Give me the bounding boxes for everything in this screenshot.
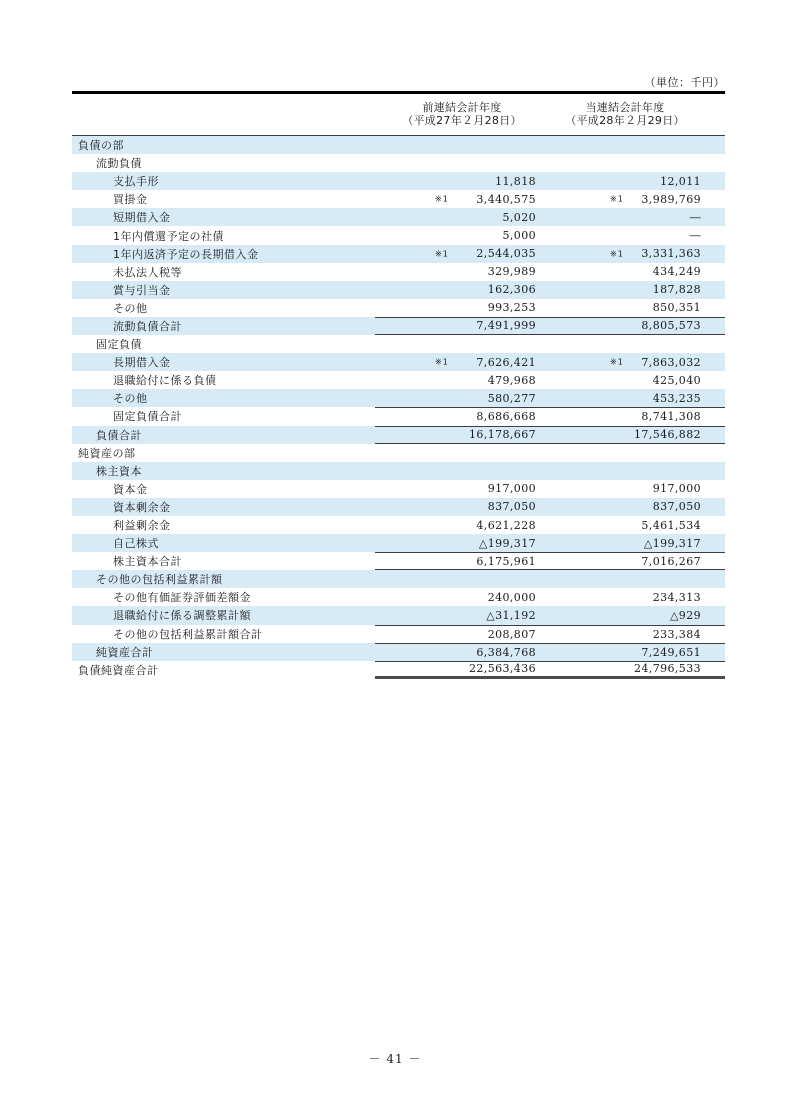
current-fy-value-cell xyxy=(550,480,725,498)
previous-fy-value-cell xyxy=(375,371,550,389)
previous-fy-value-cell xyxy=(375,498,550,516)
current-fy-value: 425,040 xyxy=(652,373,701,387)
row-label: 支払手形 xyxy=(113,175,159,189)
previous-fy-value-cell xyxy=(375,427,550,443)
table-row xyxy=(72,208,725,226)
table-row xyxy=(72,389,725,407)
footnote-marker: ※1 xyxy=(435,249,449,259)
previous-fy-value: 993,253 xyxy=(487,301,536,315)
previous-fy-value: 2,544,035 xyxy=(476,247,536,261)
table-row xyxy=(72,317,725,335)
previous-fy-value-cell xyxy=(375,208,550,226)
previous-fy-value: 837,050 xyxy=(487,500,536,514)
current-fy-value-cell xyxy=(550,245,725,263)
row-values xyxy=(375,426,725,444)
row-values xyxy=(375,498,725,516)
current-fy-value-cell xyxy=(550,281,725,299)
previous-fy-value-cell xyxy=(375,154,550,172)
row-label: 資本金 xyxy=(113,482,148,496)
row-values xyxy=(375,462,725,480)
previous-fy-value: 580,277 xyxy=(487,391,536,405)
previous-fy-value: 11,818 xyxy=(495,174,536,188)
previous-fy-value-cell xyxy=(375,462,550,480)
current-fy-value-cell xyxy=(550,644,725,661)
table-row xyxy=(72,281,725,299)
current-fy-value-cell xyxy=(550,335,725,353)
current-fy-value-cell xyxy=(550,588,725,606)
current-fy-value: ― xyxy=(689,229,701,243)
previous-fy-value-cell xyxy=(375,281,550,299)
previous-fy-value-cell xyxy=(375,626,550,643)
row-values xyxy=(375,480,725,498)
table-row xyxy=(72,625,725,643)
previous-fy-value: 329,989 xyxy=(487,265,536,279)
table-row xyxy=(72,353,725,371)
previous-fy-value: 8,686,668 xyxy=(476,410,536,424)
table-row xyxy=(72,588,725,606)
table-header xyxy=(72,94,725,136)
current-fy-value-cell xyxy=(550,626,725,643)
row-label: 負債純資産合計 xyxy=(78,663,159,677)
table-row xyxy=(72,498,725,516)
current-fy-value: 8,805,573 xyxy=(641,319,701,333)
row-label: 固定負債 xyxy=(96,338,142,352)
current-fy-value: △199,317 xyxy=(643,536,701,550)
current-fy-value-cell xyxy=(550,662,725,676)
previous-fy-value-cell xyxy=(375,606,550,624)
table-row xyxy=(72,299,725,317)
row-label: 賞与引当金 xyxy=(113,283,171,297)
table-row xyxy=(72,335,725,353)
previous-fy-value-cell xyxy=(375,408,550,425)
current-fy-value-cell xyxy=(550,534,725,552)
current-fy-value-cell xyxy=(550,226,725,244)
row-label: 純資産の部 xyxy=(78,446,136,460)
current-fy-value: 3,331,363 xyxy=(641,247,701,261)
row-values xyxy=(375,389,725,407)
current-fy-value-cell xyxy=(550,136,725,154)
footnote-marker: ※1 xyxy=(610,194,624,204)
table-row xyxy=(72,534,725,552)
row-values xyxy=(375,552,725,570)
previous-fy-value: 5,000 xyxy=(502,229,536,243)
current-fy-value-cell xyxy=(550,190,725,208)
previous-fy-value: 5,020 xyxy=(502,210,536,224)
row-label: 1年内償還予定の社債 xyxy=(113,229,224,243)
current-fy-value: 24,796,533 xyxy=(634,662,701,676)
current-fy-value-cell xyxy=(550,263,725,281)
current-fy-value-cell xyxy=(550,389,725,407)
row-label: その他有価証券評価差額金 xyxy=(113,591,251,605)
current-fy-value: 434,249 xyxy=(652,265,701,279)
table-row xyxy=(72,462,725,480)
row-label: 株主資本合計 xyxy=(113,555,182,569)
footnote-marker: ※1 xyxy=(610,357,624,367)
row-values xyxy=(375,588,725,606)
previous-fy-value: 4,621,228 xyxy=(476,518,536,532)
table-row xyxy=(72,643,725,661)
row-values xyxy=(375,335,725,353)
current-fy-value: 17,546,882 xyxy=(634,428,701,442)
previous-fy-value-cell xyxy=(375,353,550,371)
previous-fy-value: 6,175,961 xyxy=(476,554,536,568)
current-fy-value: 453,235 xyxy=(652,391,701,405)
previous-fy-value-cell xyxy=(375,516,550,534)
row-label: 負債の部 xyxy=(78,139,124,153)
row-values xyxy=(375,245,725,263)
previous-fy-value: 162,306 xyxy=(487,283,536,297)
row-label: 1年内返済予定の長期借入金 xyxy=(113,247,259,261)
column-header-current-fy-title: 当連結会計年度 xyxy=(585,101,665,114)
previous-fy-value-cell xyxy=(375,570,550,588)
previous-fy-value-cell xyxy=(375,444,550,462)
previous-fy-value-cell xyxy=(375,226,550,244)
current-fy-value: 187,828 xyxy=(652,283,701,297)
column-header-previous-fy-date: （平成27年２月28日） xyxy=(402,114,522,127)
previous-fy-value-cell xyxy=(375,172,550,190)
current-fy-value-cell xyxy=(550,570,725,588)
row-label: 流動負債 xyxy=(96,157,142,171)
current-fy-value-cell xyxy=(550,427,725,443)
table-row xyxy=(72,570,725,588)
previous-fy-value: 7,626,421 xyxy=(476,355,536,369)
previous-fy-value: 6,384,768 xyxy=(476,645,536,659)
table-row xyxy=(72,480,725,498)
row-label: 長期借入金 xyxy=(113,356,171,370)
table-row xyxy=(72,172,725,190)
current-fy-value: 7,249,651 xyxy=(641,645,701,659)
previous-fy-value-cell xyxy=(375,299,550,317)
current-fy-value-cell xyxy=(550,318,725,334)
previous-fy-value-cell xyxy=(375,553,550,569)
previous-fy-value-cell xyxy=(375,263,550,281)
current-fy-value: 233,384 xyxy=(652,627,701,641)
current-fy-value: 7,016,267 xyxy=(641,554,701,568)
row-values xyxy=(375,643,725,661)
current-fy-value: ― xyxy=(689,210,701,224)
balance-sheet-table xyxy=(72,91,725,679)
row-values xyxy=(375,299,725,317)
row-label: 資本剰余金 xyxy=(113,500,171,514)
current-fy-value: 8,741,308 xyxy=(641,410,701,424)
current-fy-value-cell xyxy=(550,299,725,317)
row-values xyxy=(375,661,725,679)
current-fy-value-cell xyxy=(550,516,725,534)
row-values xyxy=(375,208,725,226)
previous-fy-value-cell xyxy=(375,389,550,407)
table-row xyxy=(72,661,725,679)
table-row xyxy=(72,226,725,244)
row-label: 未払法人税等 xyxy=(113,265,182,279)
table-row xyxy=(72,263,725,281)
row-label: 自己株式 xyxy=(113,537,159,551)
row-values xyxy=(375,263,725,281)
row-values xyxy=(375,444,725,462)
table-row xyxy=(72,426,725,444)
previous-fy-value: 3,440,575 xyxy=(476,192,536,206)
table-body xyxy=(72,136,725,679)
unit-label: （単位：千円） xyxy=(644,76,725,89)
current-fy-value: △929 xyxy=(669,608,701,622)
row-label: 固定負債合計 xyxy=(113,410,182,424)
previous-fy-value-cell xyxy=(375,318,550,334)
previous-fy-value-cell xyxy=(375,335,550,353)
current-fy-value: 917,000 xyxy=(652,482,701,496)
table-row xyxy=(72,371,725,389)
table-row xyxy=(72,552,725,570)
column-header-current-fy-date: （平成28年２月29日） xyxy=(565,114,685,127)
current-fy-value-cell xyxy=(550,208,725,226)
current-fy-value-cell xyxy=(550,353,725,371)
previous-fy-value-cell xyxy=(375,190,550,208)
row-values xyxy=(375,172,725,190)
current-fy-value-cell xyxy=(550,154,725,172)
current-fy-value-cell xyxy=(550,462,725,480)
row-label: 退職給付に係る調整累計額 xyxy=(113,609,251,623)
previous-fy-value: △199,317 xyxy=(478,536,536,550)
row-values xyxy=(375,226,725,244)
previous-fy-value-cell xyxy=(375,588,550,606)
current-fy-value: 5,461,534 xyxy=(641,518,701,532)
row-label: 純資産合計 xyxy=(96,645,154,659)
row-values xyxy=(375,534,725,552)
current-fy-value: 3,989,769 xyxy=(641,192,701,206)
row-label: 流動負債合計 xyxy=(113,319,182,333)
row-values xyxy=(375,136,725,154)
previous-fy-value: 7,491,999 xyxy=(476,319,536,333)
current-fy-value-cell xyxy=(550,553,725,569)
column-header-current-fy xyxy=(535,101,715,127)
row-values xyxy=(375,317,725,335)
row-values xyxy=(375,371,725,389)
previous-fy-value: 479,968 xyxy=(487,373,536,387)
current-fy-value: 837,050 xyxy=(652,500,701,514)
row-label: 利益剰余金 xyxy=(113,519,171,533)
previous-fy-value-cell xyxy=(375,534,550,552)
row-label: 負債合計 xyxy=(96,428,142,442)
row-values xyxy=(375,154,725,172)
row-values xyxy=(375,353,725,371)
previous-fy-value: 16,178,667 xyxy=(469,428,536,442)
row-values xyxy=(375,281,725,299)
row-values xyxy=(375,625,725,643)
row-values xyxy=(375,190,725,208)
previous-fy-value: 917,000 xyxy=(487,482,536,496)
current-fy-value-cell xyxy=(550,371,725,389)
previous-fy-value-cell xyxy=(375,644,550,661)
row-label: 短期借入金 xyxy=(113,211,171,225)
footnote-marker: ※1 xyxy=(610,249,624,259)
page-number: － 41 － xyxy=(368,1052,422,1066)
table-row xyxy=(72,516,725,534)
row-label: 退職給付に係る負債 xyxy=(113,374,217,388)
current-fy-value: 234,313 xyxy=(652,590,701,604)
row-values xyxy=(375,570,725,588)
previous-fy-value: 22,563,436 xyxy=(469,662,536,676)
row-label: その他の包括利益累計額合計 xyxy=(113,627,263,641)
column-header-previous-fy xyxy=(372,101,552,127)
footnote-marker: ※1 xyxy=(435,357,449,367)
previous-fy-value-cell xyxy=(375,480,550,498)
current-fy-value-cell xyxy=(550,606,725,624)
table-row xyxy=(72,136,725,154)
previous-fy-value: △31,192 xyxy=(486,608,536,622)
current-fy-value: 12,011 xyxy=(660,174,701,188)
previous-fy-value: 240,000 xyxy=(487,590,536,604)
column-header-previous-fy-title: 前連結会計年度 xyxy=(422,101,502,114)
current-fy-value: 850,351 xyxy=(652,301,701,315)
row-values xyxy=(375,407,725,425)
previous-fy-value-cell xyxy=(375,136,550,154)
row-label: 株主資本 xyxy=(96,464,142,478)
previous-fy-value: 208,807 xyxy=(487,627,536,641)
previous-fy-value-cell xyxy=(375,245,550,263)
previous-fy-value-cell xyxy=(375,662,550,676)
row-label: その他 xyxy=(113,392,148,406)
row-label: 買掛金 xyxy=(113,193,148,207)
row-label: その他の包括利益累計額 xyxy=(96,573,223,587)
row-values xyxy=(375,516,725,534)
row-label: その他 xyxy=(113,301,148,315)
table-row xyxy=(72,407,725,425)
footnote-marker: ※1 xyxy=(435,194,449,204)
table-row xyxy=(72,444,725,462)
table-row xyxy=(72,245,725,263)
current-fy-value-cell xyxy=(550,408,725,425)
current-fy-value-cell xyxy=(550,444,725,462)
current-fy-value: 7,863,032 xyxy=(641,355,701,369)
table-row xyxy=(72,154,725,172)
table-row xyxy=(72,190,725,208)
table-row xyxy=(72,606,725,624)
current-fy-value-cell xyxy=(550,498,725,516)
current-fy-value-cell xyxy=(550,172,725,190)
row-values xyxy=(375,606,725,624)
